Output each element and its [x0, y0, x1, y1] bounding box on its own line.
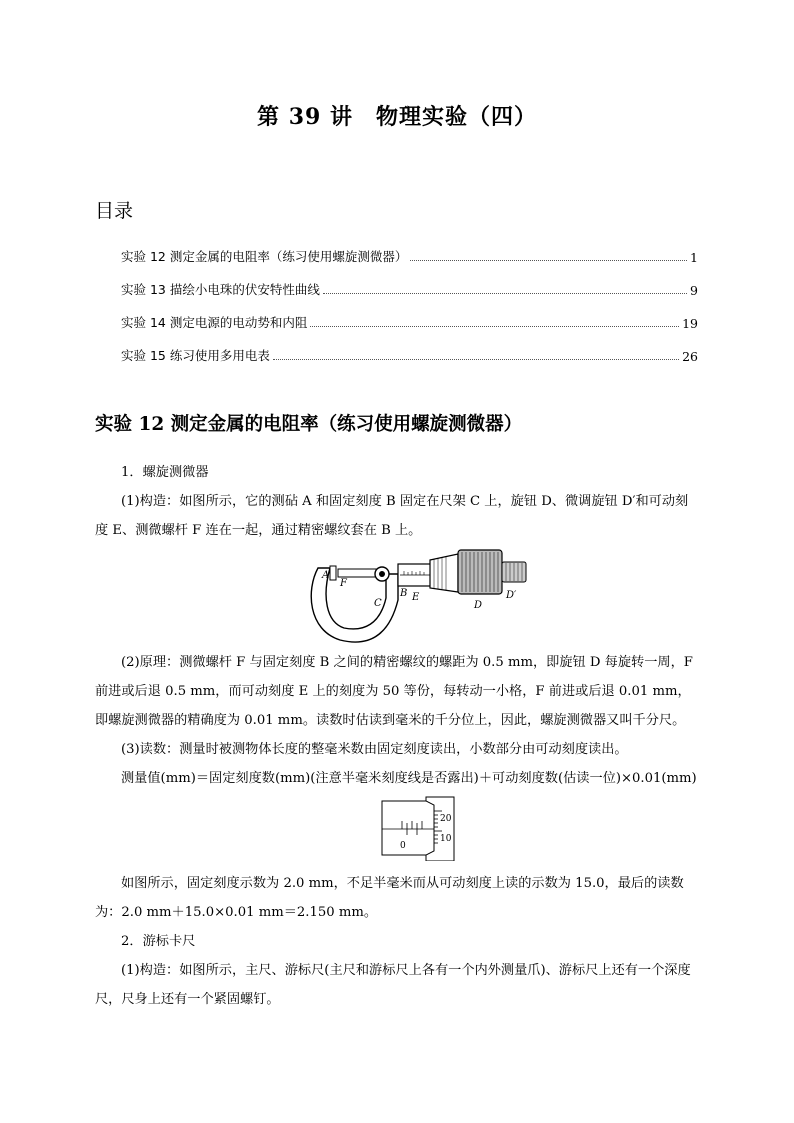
paragraph-caliper: (1)构造：如图所示，主尺、游标尺(主尺和游标尺上各有一个内外测量爪)、游标尺上还有一个深度尺，尺身上还有一个紧固螺钉。 [95, 963, 691, 1007]
toc-item[interactable] [121, 232, 698, 265]
toc-item-label: 实验 13 描绘小电珠的伏安特性曲线 [121, 282, 320, 297]
toc-dot-leader [273, 359, 679, 360]
paragraph-construction: (1)构造：如图所示，它的测砧 A 和固定刻度 B 固定在尺架 C 上，旋钮 D、微调旋钮 D′和可动刻度 E、测微螺杆 F 连在一起，通过精密螺纹套在 B 上。 [95, 494, 689, 538]
label-d-prime: D′ [506, 590, 517, 601]
toc-item-label: 实验 15 练习使用多用电表 [121, 348, 270, 363]
paragraph-example: 如图所示，固定刻度示数为 2.0 mm，不足半毫米而从可动刻度上读的示数为 15.0，最后的读数为：2.0 mm＋15.0×0.01 mm＝2.150 mm。 [95, 876, 684, 920]
toc-dot-leader [410, 260, 687, 261]
micrometer-figure [300, 540, 540, 648]
thimble-label-20: 20 [440, 814, 452, 824]
toc-item-label: 实验 14 测定电源的电动势和内阻 [121, 315, 308, 330]
label-c: C [374, 598, 382, 609]
label-d: D [474, 600, 483, 611]
subheading-caliper: 2．游标卡尺 [121, 934, 196, 949]
paragraph-formula: 测量值(mm)＝固定刻度数(mm)(注意半毫米刻度线是否露出)＋可动刻度数(估读一位)×0.01(mm) [121, 771, 697, 786]
table-of-contents [121, 232, 698, 364]
toc-heading: 目录 [95, 200, 134, 222]
reading-scale-figure [360, 795, 470, 861]
toc-item[interactable] [121, 298, 698, 331]
label-f: F [340, 578, 347, 589]
scale-zero-label: 0 [400, 841, 406, 851]
paragraph-reading: (3)读数：测量时被测物体长度的整毫米数由固定刻度读出，小数部分由可动刻度读出。 [121, 742, 628, 757]
thimble-label-10: 10 [440, 834, 452, 844]
sleeve-outline [382, 801, 434, 855]
section-title: 实验 12 测定金属的电阻率（练习使用螺旋测微器） [95, 414, 523, 435]
toc-item[interactable] [121, 331, 698, 364]
paragraph-principle: (2)原理：测微螺杆 F 与固定刻度 B 之间的精密螺纹的螺距为 0.5 mm，即旋钮 D 每旋转一周，F 前进或后退 0.5 mm，而可动刻度 E 上的刻度为 50 等份，每转动一小格，F 前进或后退 0.01 mm，即螺旋测微器的精确度为 0.01 mm。读数时估读到毫米的千分位上，因此，螺旋测微器又叫千分尺。 [95, 655, 693, 728]
label-e: E [412, 592, 420, 603]
toc-item-page: 9 [690, 283, 698, 298]
page-title: 第 39 讲 物理实验（四） [257, 104, 537, 130]
toc-item-page: 19 [682, 316, 698, 331]
toc-item-page: 26 [682, 349, 698, 364]
label-a: A [322, 570, 330, 581]
toc-item-label: 实验 12 测定金属的电阻率（练习使用螺旋测微器） [121, 249, 408, 264]
label-b: B [400, 588, 408, 599]
ratchet-knob [458, 550, 502, 594]
toc-item-page: 1 [690, 250, 698, 265]
toc-dot-leader [323, 293, 687, 294]
anvil [330, 566, 336, 580]
toc-item[interactable] [121, 265, 698, 298]
subheading-micrometer: 1．螺旋测微器 [121, 465, 209, 480]
toc-dot-leader [310, 326, 679, 327]
